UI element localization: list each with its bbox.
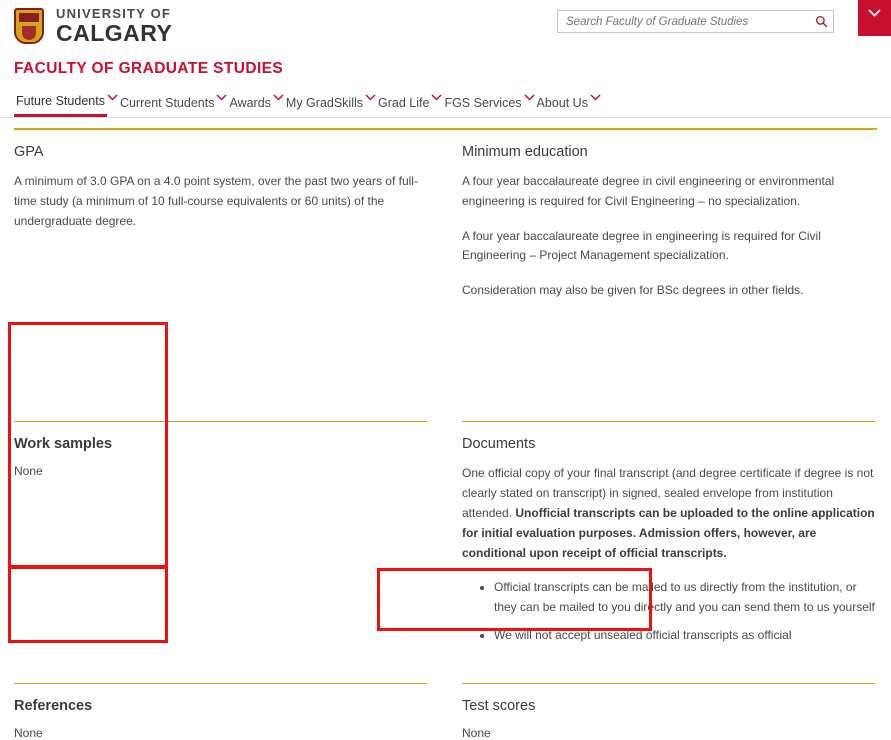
chevron-down-icon[interactable] xyxy=(431,88,442,106)
university-wordmark[interactable] xyxy=(56,7,172,46)
nav-label: FGS Services xyxy=(444,95,522,110)
main-navigation xyxy=(0,88,891,118)
admission-requirements-content xyxy=(0,130,891,740)
nav-label: Awards xyxy=(229,95,271,110)
search-box[interactable] xyxy=(557,10,834,33)
test-scores-heading: Test scores xyxy=(462,698,536,715)
requirements-row-1 xyxy=(14,130,877,421)
nav-label: My GradSkills xyxy=(285,95,364,110)
nav-label: Grad Life xyxy=(378,95,430,110)
minimum-education-paragraph-3: Consideration may also be given for BSc degrees in other fields. xyxy=(462,283,804,298)
test-scores-block xyxy=(462,683,875,740)
minimum-education-heading: Minimum education xyxy=(462,144,588,160)
work-samples-block xyxy=(14,421,427,683)
gpa-block xyxy=(14,130,427,421)
documents-bullet-list xyxy=(462,578,875,645)
nav-item-my-gradskills[interactable] xyxy=(284,88,365,117)
chevron-down-icon[interactable] xyxy=(590,88,601,106)
nav-item-fgs-services[interactable] xyxy=(442,88,523,117)
gpa-spacer xyxy=(14,246,427,421)
nav-item-about-us[interactable] xyxy=(535,88,590,117)
row-divider-right-2 xyxy=(462,683,875,684)
nav-item-grad-life[interactable] xyxy=(376,88,431,117)
list-item: • We will not accept unsealed official transcripts as official xyxy=(494,626,875,646)
requirements-row-3 xyxy=(14,683,877,740)
nav-item-awards[interactable] xyxy=(227,88,272,117)
test-scores-value: None xyxy=(462,726,491,740)
faculty-title[interactable]: FACULTY OF GRADUATE STUDIES xyxy=(14,60,284,77)
requirements-row-2 xyxy=(14,421,877,683)
nav-item-future-students[interactable] xyxy=(14,88,107,117)
site-header xyxy=(0,0,891,52)
nav-label: Current Students xyxy=(119,95,215,110)
university-crest-icon xyxy=(14,8,44,44)
documents-paragraph-normal: One official copy of your final transcript (and degree certificate if degree is not clearly stated on transcript) in signed, sealed envelope from institution attended. xyxy=(462,466,874,520)
nav-item-current-students[interactable] xyxy=(118,88,217,117)
references-value: None xyxy=(14,726,43,740)
minimum-education-block xyxy=(462,130,875,421)
chevron-down-icon[interactable] xyxy=(365,88,376,106)
work-samples-heading: Work samples xyxy=(14,436,113,453)
work-samples-spacer xyxy=(14,478,427,683)
documents-block xyxy=(462,421,875,683)
chevron-down-icon xyxy=(868,9,881,17)
search-icon[interactable] xyxy=(809,15,833,28)
documents-heading: Documents xyxy=(462,436,536,453)
wordmark-line-1: UNIVERSITY OF xyxy=(56,5,172,21)
chevron-down-icon[interactable] xyxy=(216,88,227,106)
wordmark-line-2: CALGARY xyxy=(56,20,173,47)
nav-label: About Us xyxy=(536,95,588,110)
row-divider-right xyxy=(462,421,875,422)
row-divider-left-2 xyxy=(14,683,427,684)
row-divider-left xyxy=(14,421,427,422)
list-item: • Official transcripts can be mailed to us directly from the institution, or they can be mailed to you directly and you can send them to us yourself xyxy=(494,578,875,618)
chevron-down-icon[interactable] xyxy=(107,88,118,106)
work-samples-value: None xyxy=(14,464,43,479)
chevron-down-icon[interactable] xyxy=(524,88,535,106)
references-heading: References xyxy=(14,698,93,715)
minimum-education-paragraph-2: A four year baccalaureate degree in engineering is required for Civil Engineering – Project Management specialization. xyxy=(462,228,821,263)
documents-paragraph-bold: Unofficial transcripts can be uploaded to the online application for initial evaluation purposes. Admission offers, however, are conditional upon receipt of official transcripts. xyxy=(462,505,875,560)
chevron-down-icon[interactable] xyxy=(273,88,284,106)
gpa-text: A minimum of 3.0 GPA on a 4.0 point system, over the past two years of full-time study (a minimum of 10 full-course equivalents or 60 units) of the undergraduate degree. xyxy=(14,174,418,228)
search-input[interactable] xyxy=(558,11,809,32)
documents-paragraph xyxy=(462,464,875,563)
minimum-education-paragraph-1: A four year baccalaureate degree in civil engineering or environmental engineering is required for Civil Engineering – no specialization. xyxy=(462,174,835,208)
nav-label: Future Students xyxy=(16,94,105,108)
gpa-heading: GPA xyxy=(14,144,44,160)
menu-toggle-button[interactable] xyxy=(858,0,891,36)
references-block xyxy=(14,683,427,740)
